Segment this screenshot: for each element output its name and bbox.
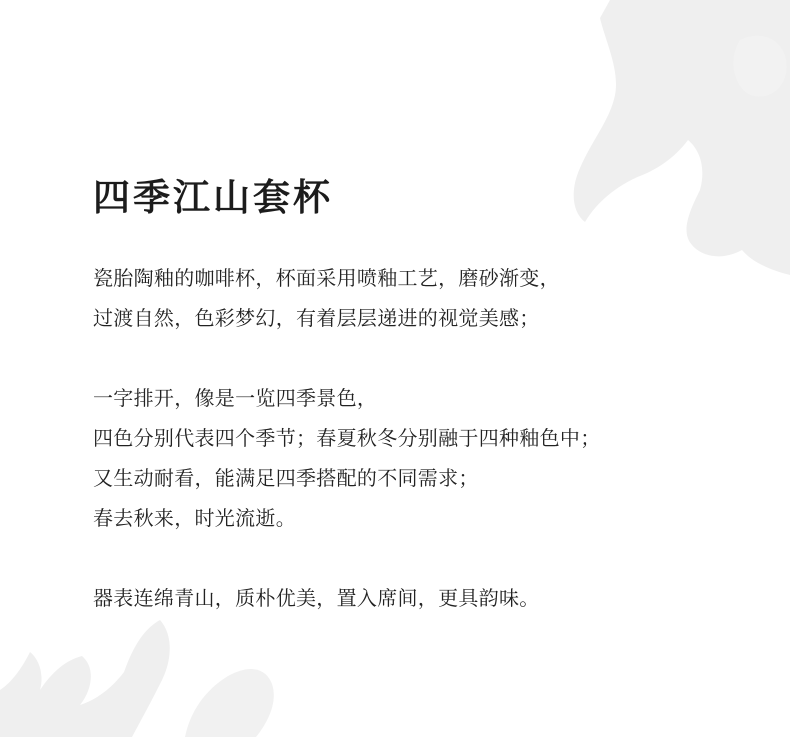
text-line: 四色分别代表四个季节；春夏秋冬分别融于四种釉色中； (93, 426, 601, 450)
text-line: 春去秋来，时光流逝。 (93, 506, 296, 530)
text-line: 过渡自然，色彩梦幻，有着层层递进的视觉美感； (93, 306, 540, 330)
brush-stroke-top-right-dot (733, 36, 786, 97)
page-title: 四季江山套杯 (93, 175, 333, 219)
text-line: 一字排开，像是一览四季景色， (93, 386, 378, 410)
paragraph-glaze-description (93, 258, 560, 338)
text-line: 器表连绵青山，质朴优美，置入席间，更具韵味。 (93, 586, 540, 610)
brush-stroke-bottom-left (0, 620, 170, 737)
text-line: 又生动耐看，能满足四季搭配的不同需求； (93, 466, 479, 490)
paragraph-four-seasons (93, 378, 601, 538)
text-line: 瓷胎陶釉的咖啡杯，杯面采用喷釉工艺，磨砂渐变， (93, 266, 560, 290)
paragraph-surface-design (93, 578, 540, 618)
brush-stroke-bottom-mid (185, 669, 274, 737)
